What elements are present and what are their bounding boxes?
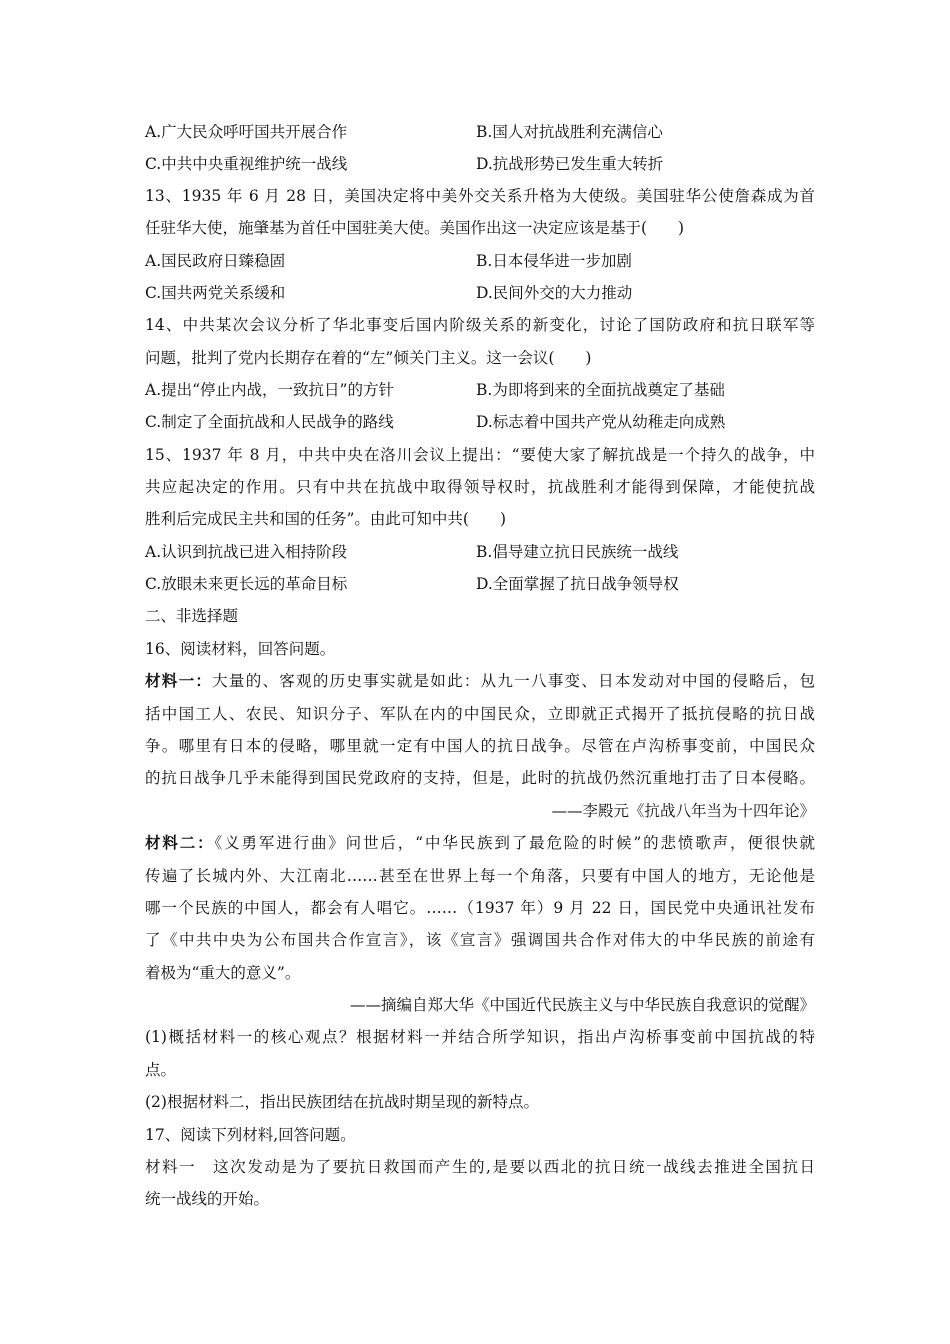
q16-material2-source: ——摘编自郑大华《中国近代民族主义与中华民族自我意识的觉醒》: [349, 996, 815, 1014]
material-text: 《义勇军进行曲》问世后，“中华民族到了最危险的时候”的悲愤歌声，便很快就: [214, 834, 815, 852]
q16-material2-line: 哪一个民族的中国人，都会有人唱它。……（1937 年）9 月 22 日，国民党中央通讯社发布: [145, 899, 815, 917]
q17-stem: 17、阅读下列材料,回答问题。: [145, 1126, 356, 1144]
q15-option-c: C.放眼未来更长远的革命目标: [145, 575, 348, 593]
q13-option-c: C.国共两党关系缓和: [145, 284, 286, 302]
q15-stem-line: 共应起决定的作用。只有中共在抗战中取得领导权时，抗战胜利才能得到保障，才能使抗战: [145, 478, 815, 496]
q14-option-d: D.标志着中国共产党从幼稚走向成熟: [476, 413, 726, 431]
q15-stem-line: 胜利后完成民主共和国的任务”。由此可知中共( ): [145, 510, 507, 528]
q12-option-c: C.中共中央重视维护统一战线: [145, 155, 348, 173]
q14-stem-line: 14、中共某次会议分析了华北事变后国内阶级关系的新变化，讨论了国防政府和抗日联军等: [145, 316, 815, 334]
q16-material1-line: 的抗日战争几乎未能得到国民党政府的支持，但是，此时的抗战仍然沉重地打击了日本侵略。: [145, 769, 815, 787]
material-label: 材料一：: [145, 671, 213, 690]
section-heading: 二、非选择题: [145, 607, 239, 625]
q16-material1-line: [145, 671, 815, 691]
q14-option-c: C.制定了全面抗战和人民战争的路线: [145, 413, 394, 431]
q13-stem-line: 13、1935 年 6 月 28 日，美国决定将中美外交关系升格为大使级。美国驻华公使詹森成为首: [145, 187, 815, 205]
q15-option-a: A.认识到抗战已进入相持阶段: [145, 543, 348, 561]
q16-subquestion-1: (1)概括材料一的核心观点？根据材料一并结合所学知识，指出卢沟桥事变前中国抗战的特: [145, 1028, 815, 1046]
material-label: 材料二：: [145, 833, 215, 852]
q15-option-b: B.倡导建立抗日民族统一战线: [476, 543, 679, 561]
q15-stem-line: 15、1937 年 8 月，中共中央在洛川会议上提出：“要使大家了解抗战是一个持久的战争，中: [145, 446, 815, 464]
q15-option-d: D.全面掌握了抗日战争领导权: [476, 575, 679, 593]
q14-option-b: B.为即将到来的全面抗战奠定了基础: [476, 381, 725, 399]
q13-option-b: B.日本侵华进一步加剧: [476, 252, 632, 270]
q16-material1-source: ——李殿元《抗战八年当为十四年论》: [551, 802, 815, 820]
material-text: 大量的、客观的历史事实就是如此：从九一八事变、日本发动对中国的侵略后，包: [212, 672, 815, 690]
q16-material1-line: 争。哪里有日本的侵略，哪里就一定有中国人的抗日战争。尽管在卢沟桥事变前，中国民众: [145, 737, 815, 755]
q14-stem-line: 问题，批判了党内长期存在着的“左”倾关门主义。这一会议( ): [145, 349, 592, 367]
q13-option-d: D.民间外交的大力推动: [476, 284, 633, 302]
q16-material2-line: 了《中共中央为公布国共合作宣言》，该《宣言》强调国共合作对伟大的中华民族的前途有: [145, 931, 815, 949]
q17-material1-line: 统一战线的开始。: [145, 1190, 270, 1208]
q16-material2-line: [145, 833, 815, 853]
q16-stem: 16、阅读材料，回答问题。: [145, 640, 336, 658]
q12-option-a: A.广大民众呼吁国共开展合作: [145, 123, 348, 141]
q16-subquestion-1: 点。: [145, 1061, 177, 1079]
q13-option-a: A.国民政府日臻稳固: [145, 252, 286, 270]
q16-subquestion-2: (2)根据材料二，指出民族团结在抗战时期呈现的新特点。: [145, 1093, 539, 1111]
q16-material2-line: 着极为“重大的意义”。: [145, 964, 301, 982]
q13-stem-line: 任驻华大使，施肇基为首任中国驻美大使。美国作出这一决定应该是基于( ): [145, 219, 685, 237]
q14-option-a: A.提出“停止内战，一致抗日”的方针: [145, 381, 394, 399]
q16-material2-line: 传遍了长城内外、大江南北……甚至在世界上每一个角落，只要有中国人的地方，无论他是: [145, 867, 815, 885]
q16-material1-line: 括中国工人、农民、知识分子、军队在内的中国民众，立即就正式揭开了抵抗侵略的抗日战: [145, 705, 815, 723]
q12-option-d: D.抗战形势已发生重大转折: [476, 155, 664, 173]
q12-option-b: B.国人对抗战胜利充满信心: [476, 123, 663, 141]
q17-material1-line: 材料一 这次发动是为了要抗日救国而产生的,是要以西北的抗日统一战线去推进全国抗日: [145, 1158, 815, 1176]
